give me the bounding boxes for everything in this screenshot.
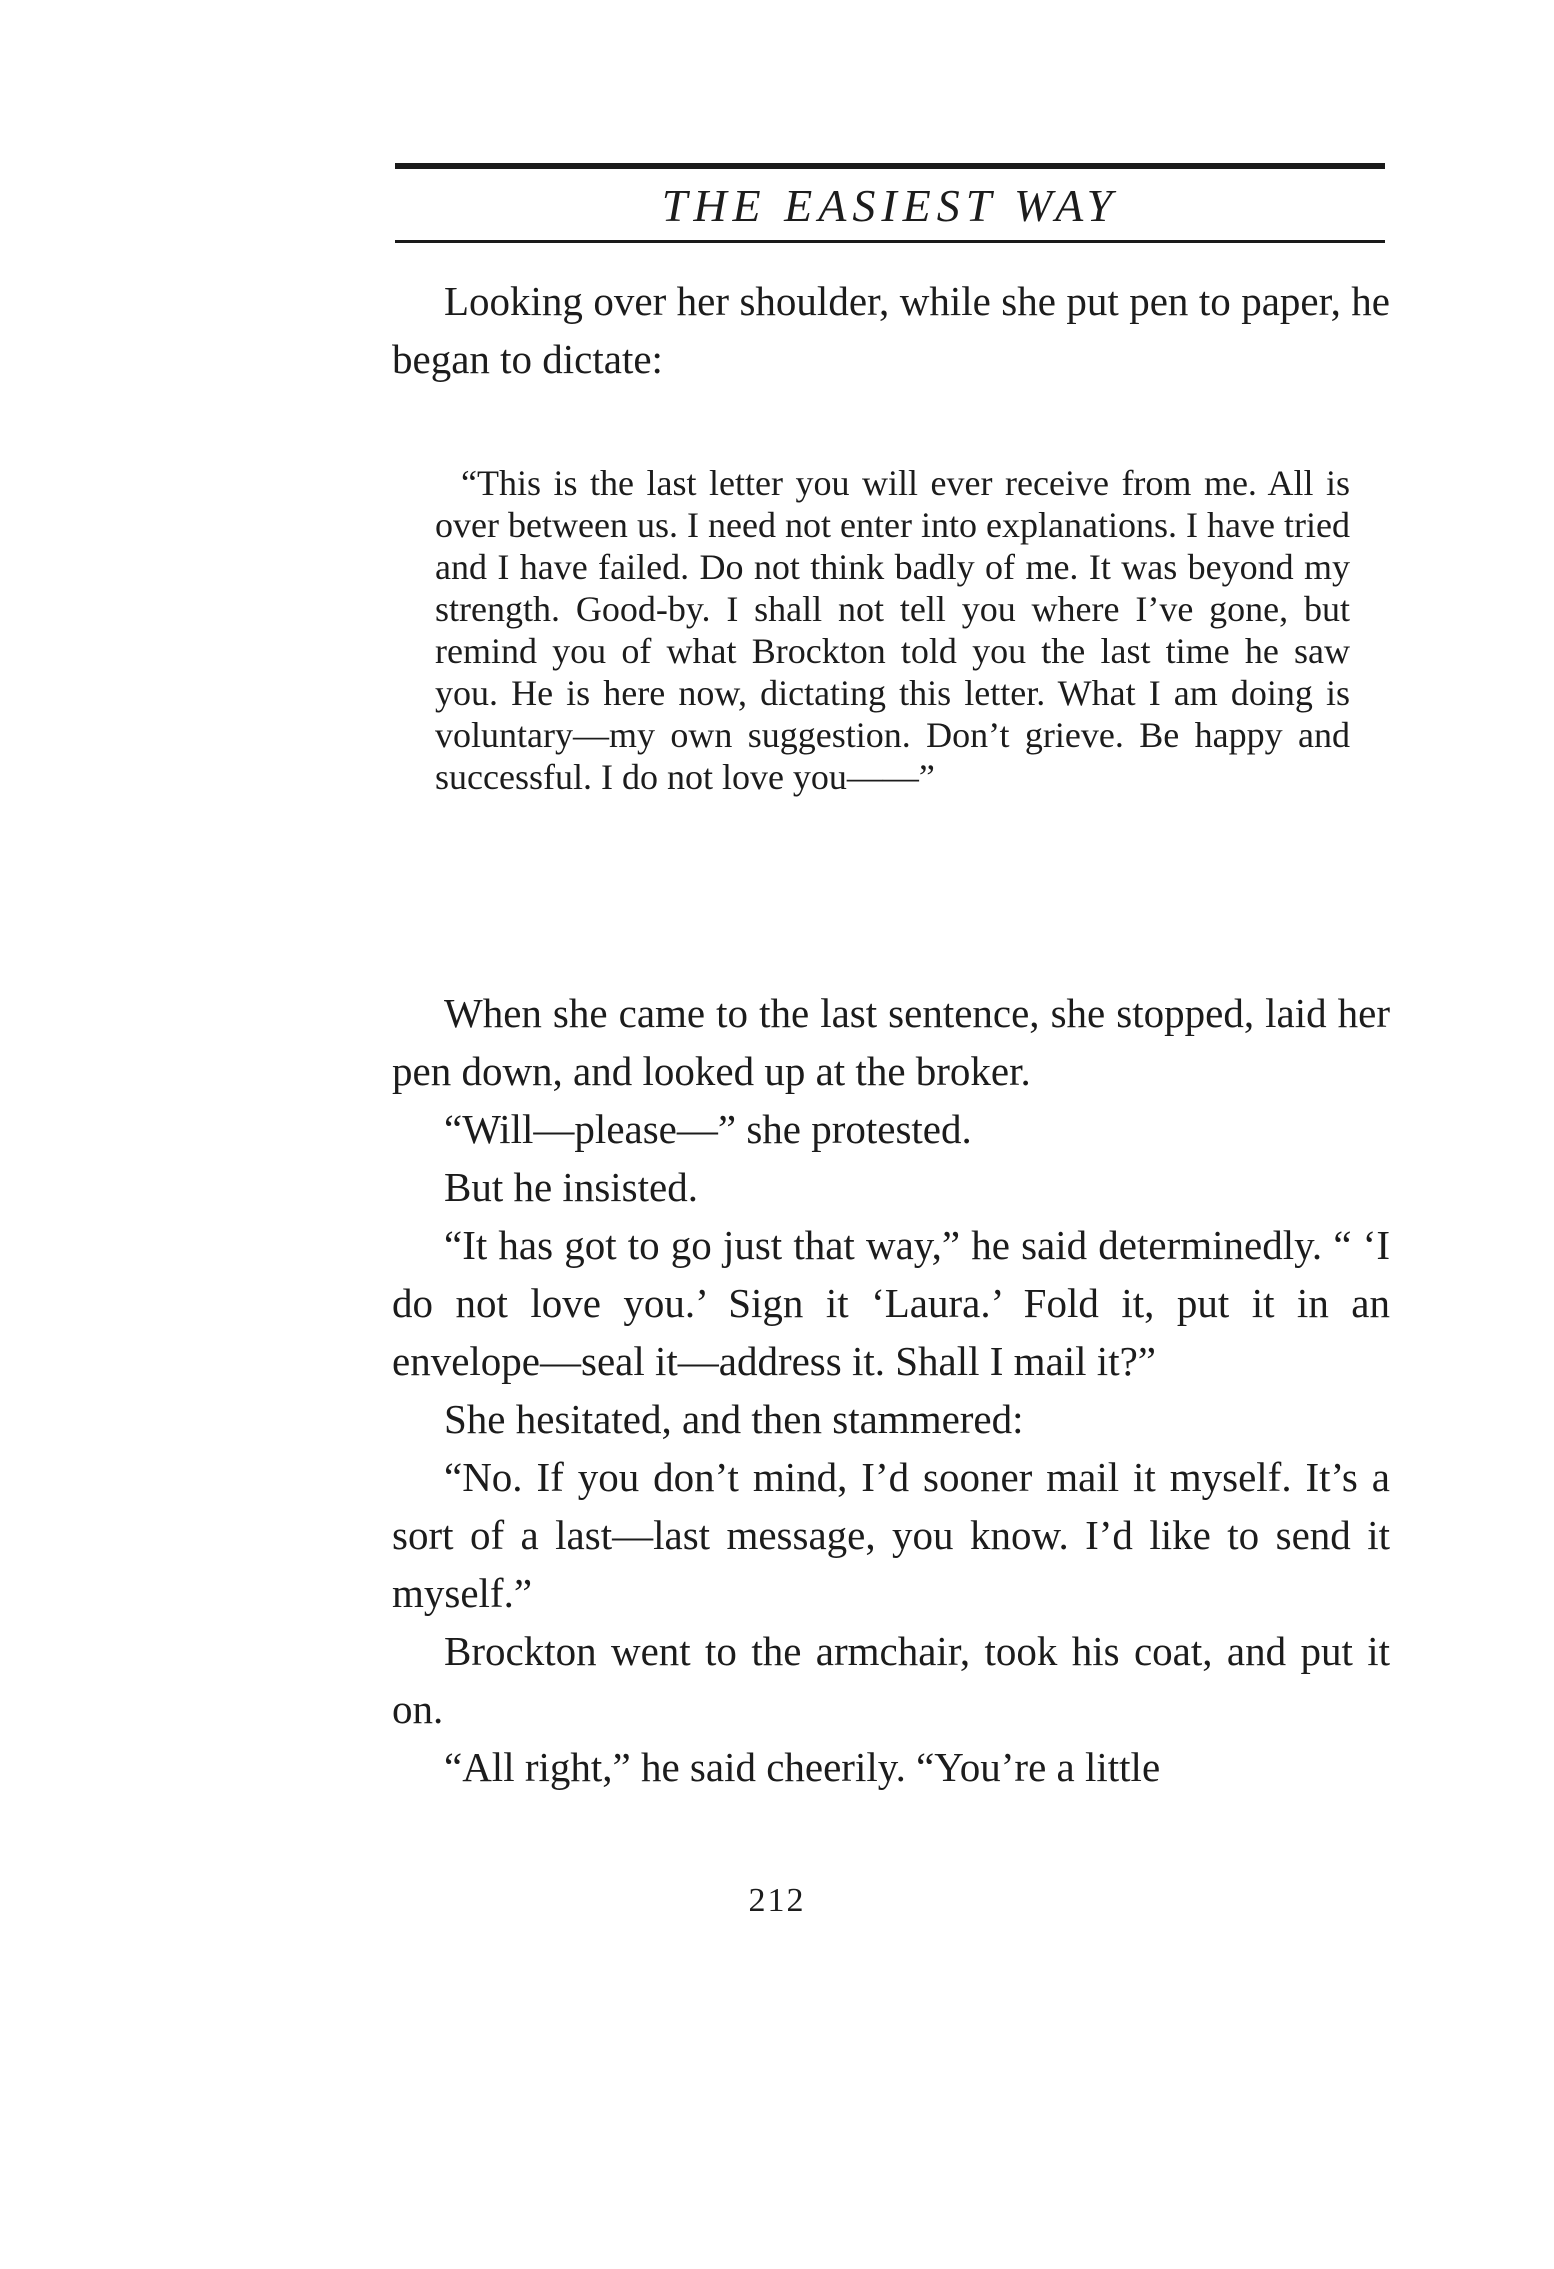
letter-text: “This is the last letter you will ever receive from me. All is over between us. I need not enter into explanations. I have tried and I have failed. Do not think badly of me. It was beyond my strength. Good-by. I shall not tell you where I’ve gone, but remind you of what Brockton told you the last time he saw you. He is here now, dictating this letter. What I am doing is voluntary—my own suggestion. Don’t grieve. Be happy and successful. I do not love you——”: [435, 463, 1350, 797]
paragraph: Brockton went to the armchair, took his coat, and put it on.: [392, 1628, 1390, 1732]
header-rule-top: [395, 163, 1385, 169]
intro-paragraph-block: [392, 272, 1390, 388]
paragraph: “All right,” he said cheerily. “You’re a little: [444, 1744, 1161, 1790]
paragraph: But he insisted.: [444, 1164, 698, 1210]
header-rule-bottom: [395, 240, 1385, 243]
paragraph: “Will—please—” she protested.: [444, 1106, 972, 1152]
main-text: [392, 984, 1390, 1796]
paragraph: “It has got to go just that way,” he said determinedly. “ ‘I do not love you.’ Sign it ‘Laura.’ Fold it, put it in an envelope—seal it—address it. Shall I mail it?”: [392, 1222, 1390, 1384]
paragraph: When she came to the last sentence, she stopped, laid her pen down, and looked up at the broker.: [392, 990, 1390, 1094]
running-title: THE EASIEST WAY: [661, 180, 1119, 231]
letter-block: [435, 462, 1350, 798]
paragraph: She hesitated, and then stammered:: [444, 1396, 1024, 1442]
paragraph: “No. If you don’t mind, I’d sooner mail it myself. It’s a sort of a last—last message, you know. I’d like to send it myself.”: [392, 1454, 1390, 1616]
intro-paragraph: Looking over her shoulder, while she put pen to paper, he began to dictate:: [392, 278, 1390, 382]
page-number: 212: [748, 1882, 806, 1919]
